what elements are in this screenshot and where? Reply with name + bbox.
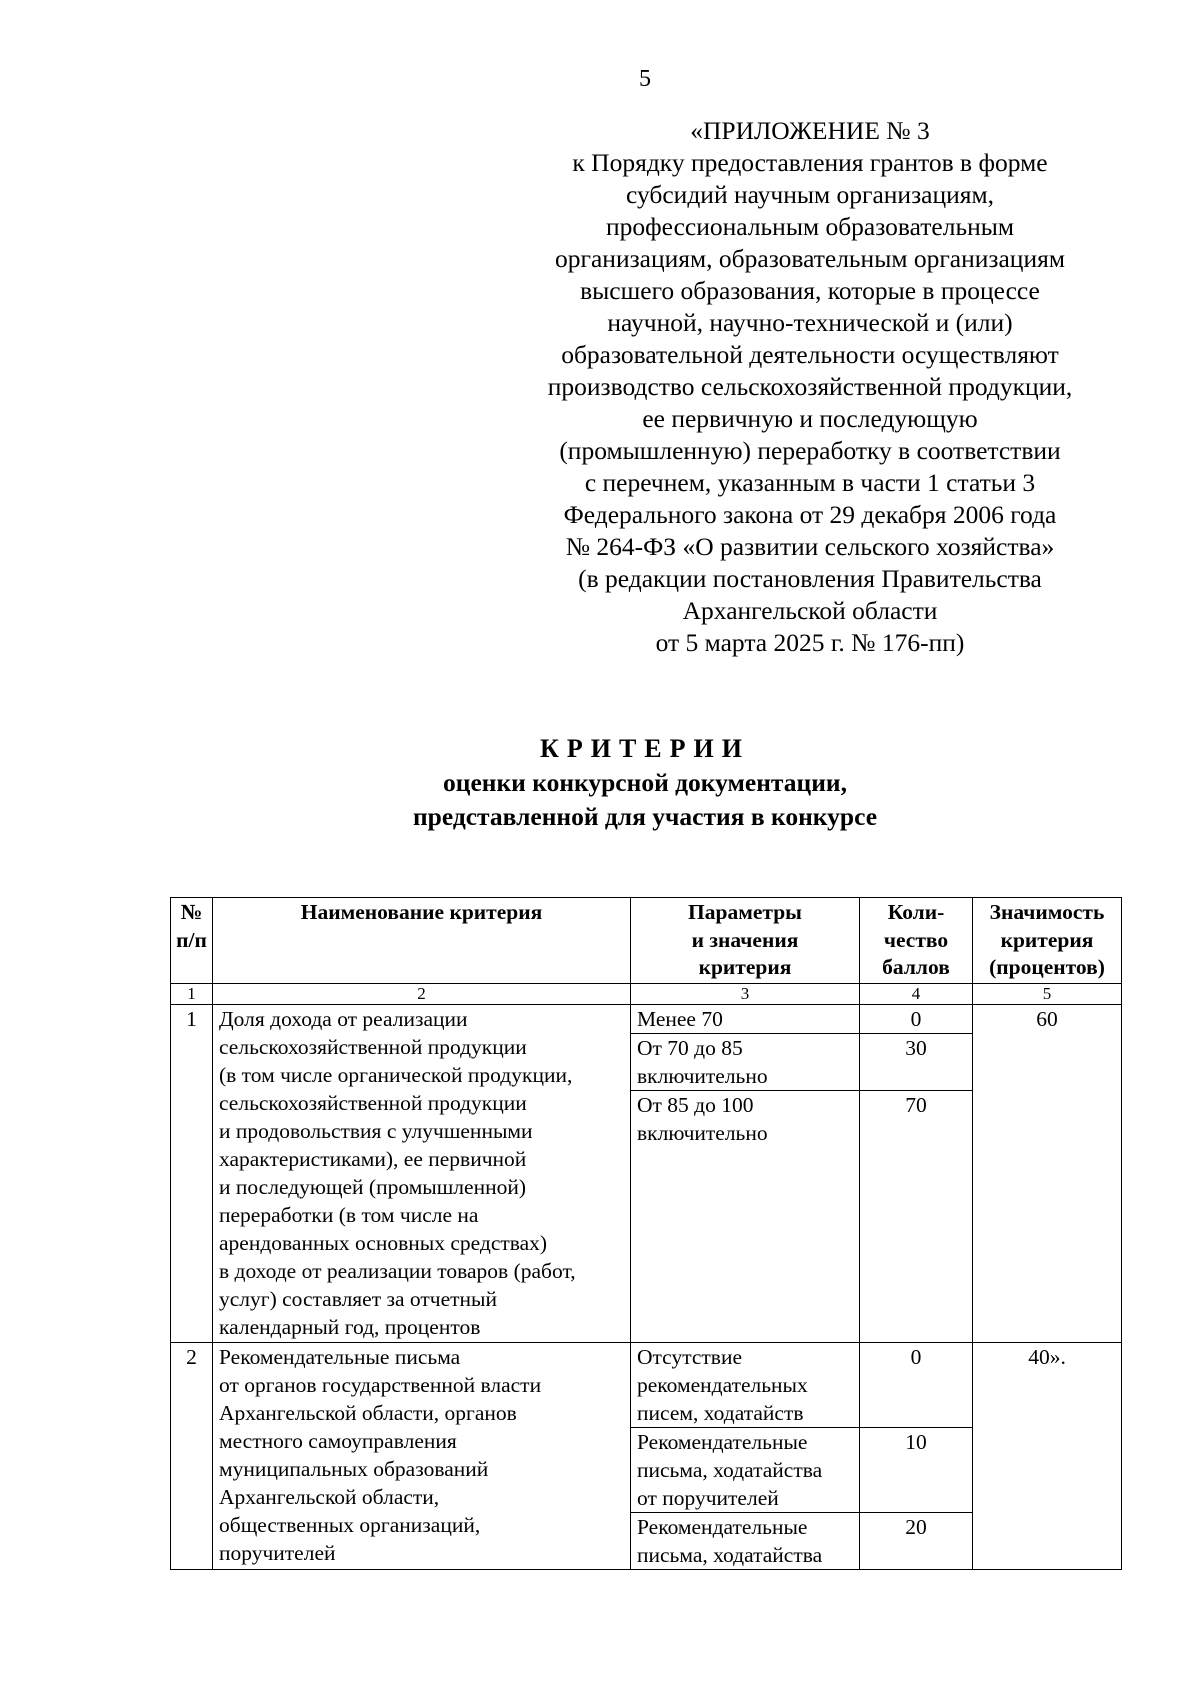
title-subtitle: оценки конкурсной документации, — [443, 768, 847, 797]
appendix-line: к Порядку предоставления грантов в форме — [572, 148, 1048, 177]
appendix-line: Федерального закона от 29 декабря 2006 года — [563, 500, 1057, 529]
criterion-name-line: в доходе от реализации товаров (работ, — [219, 1258, 576, 1283]
criteria-table — [170, 897, 1122, 1570]
criterion-points: 0 — [860, 1342, 973, 1427]
criterion-param-line: От 85 до 100 — [637, 1092, 754, 1117]
criterion-name-line: Доля дохода от реализации — [219, 1006, 468, 1031]
criterion-param-line: От 70 до 85 — [637, 1035, 743, 1060]
column-number: 4 — [860, 983, 973, 1004]
criterion-points: 0 — [860, 1004, 973, 1033]
criterion-param-line: Рекомендательные — [637, 1514, 808, 1539]
title-main: КРИТЕРИИ — [540, 734, 750, 763]
appendix-line: организациям, образовательным организациям — [555, 244, 1065, 273]
criterion-name-line: переработки (в том числе на — [219, 1202, 479, 1227]
criterion-name-line: арендованных основных средствах) — [219, 1230, 548, 1255]
criterion-name-line: сельскохозяйственной продукции — [219, 1034, 527, 1059]
header-weight-line: (процентов) — [989, 955, 1105, 979]
appendix-line: производство сельскохозяйственной продукции, — [547, 372, 1073, 401]
criterion-name-line: Рекомендательные письма — [219, 1344, 461, 1369]
column-number: 3 — [631, 983, 860, 1004]
criterion-name-line: местного самоуправления — [219, 1428, 457, 1453]
criterion-param-line: Рекомендательные — [637, 1429, 808, 1454]
criterion-param — [631, 1004, 860, 1033]
criterion-name-line: и продовольствия с улучшенными — [219, 1118, 533, 1143]
criterion-weight: 60 — [973, 1004, 1122, 1342]
header-weight-line: критерия — [1000, 927, 1094, 952]
appendix-line: субсидий научным организациям, — [625, 180, 994, 209]
criterion-param — [631, 1427, 860, 1512]
header-points-line: чество — [883, 927, 949, 952]
criterion-points: 20 — [860, 1512, 973, 1569]
criterion-name-line: Архангельской области, — [219, 1484, 440, 1509]
header-points-line: Коли- — [887, 900, 945, 924]
appendix-line: высшего образования, которые в процессе — [580, 276, 1040, 305]
criterion-points: 30 — [860, 1033, 973, 1090]
criterion-points: 70 — [860, 1090, 973, 1342]
criterion-name-line: календарный год, процентов — [219, 1314, 481, 1339]
appendix-line: ее первичную и последующую — [642, 404, 978, 433]
appendix-line: (в редакции постановления Правительства — [578, 564, 1042, 593]
row-number: 1 — [171, 1004, 213, 1342]
appendix-line: с перечнем, указанным в части 1 статьи 3 — [584, 468, 1036, 497]
column-number-row — [171, 983, 1122, 1004]
criterion-param-line: включительно — [637, 1120, 768, 1145]
title-subtitle: представленной для участия в конкурсе — [412, 802, 878, 831]
criterion-name-line: от органов государственной власти — [219, 1372, 542, 1397]
header-num-line: № — [180, 900, 203, 924]
criterion-name-line: (в том числе органической продукции, — [219, 1062, 573, 1087]
appendix-line: от 5 марта 2025 г. № 176-пп) — [655, 628, 965, 657]
column-number: 5 — [973, 983, 1122, 1004]
table-header-row — [171, 898, 1122, 984]
criterion-name-line: муниципальных образований — [219, 1456, 489, 1481]
header-params-line: критерия — [698, 955, 792, 979]
header-num-line: п/п — [176, 927, 207, 952]
criterion-param-line: включительно — [637, 1063, 768, 1088]
header-points-line: баллов — [882, 955, 950, 979]
criterion-param-line: рекомендательных — [637, 1372, 808, 1397]
criterion-name-line: общественных организаций, — [219, 1512, 481, 1537]
criterion-name-line: услуг) составляет за отчетный — [219, 1286, 497, 1311]
criterion-weight: 40». — [973, 1342, 1122, 1569]
appendix-line: профессиональным образовательным — [605, 212, 1015, 241]
row-number: 2 — [171, 1342, 213, 1569]
header-weight-line: Значимость — [989, 900, 1105, 924]
header-params — [631, 898, 860, 984]
header-params-line: Параметры — [688, 900, 802, 924]
appendix-line: научной, научно-технической и (или) — [607, 308, 1013, 337]
appendix-line: (промышленную) переработку в соответствии — [559, 436, 1061, 465]
criterion-points: 10 — [860, 1427, 973, 1512]
criterion-name — [213, 1342, 631, 1569]
appendix-heading — [500, 115, 1120, 659]
criterion-param-line: письма, ходатайства — [637, 1457, 823, 1482]
criterion-name-line: и последующей (промышленной) — [219, 1174, 526, 1199]
column-number: 2 — [213, 983, 631, 1004]
criterion-param-line: письма, ходатайства — [637, 1542, 823, 1567]
criterion-param-line: Отсутствие — [637, 1344, 742, 1369]
criterion-param — [631, 1342, 860, 1427]
header-weight — [973, 898, 1122, 984]
criterion-param — [631, 1512, 860, 1569]
appendix-line: образовательной деятельности осуществляют — [561, 340, 1059, 369]
criterion-param-line: Менее 70 — [637, 1006, 723, 1031]
criterion-param-line: от поручителей — [637, 1485, 779, 1510]
table-row — [171, 1004, 1122, 1033]
document-title — [300, 732, 990, 834]
criterion-param — [631, 1033, 860, 1090]
appendix-line: № 264-ФЗ «О развитии сельского хозяйства» — [565, 532, 1055, 561]
column-number: 1 — [171, 983, 213, 1004]
page-number: 5 — [639, 66, 651, 92]
criterion-name-line: поручителей — [219, 1540, 336, 1565]
criterion-name-line: Архангельской области, органов — [219, 1400, 517, 1425]
table-row — [171, 1342, 1122, 1427]
header-name: Наименование критерия — [213, 898, 631, 984]
criterion-param — [631, 1090, 860, 1342]
appendix-line: «ПРИЛОЖЕНИЕ № 3 — [690, 116, 930, 145]
criterion-param-line: писем, ходатайств — [637, 1400, 804, 1425]
criterion-name-line: сельскохозяйственной продукции — [219, 1090, 527, 1115]
header-num — [171, 898, 213, 984]
header-params-line: и значения — [691, 927, 799, 952]
criterion-name-line: характеристиками), ее первичной — [219, 1146, 527, 1171]
header-points — [860, 898, 973, 984]
criterion-name — [213, 1004, 631, 1342]
appendix-line: Архангельской области — [682, 596, 938, 625]
